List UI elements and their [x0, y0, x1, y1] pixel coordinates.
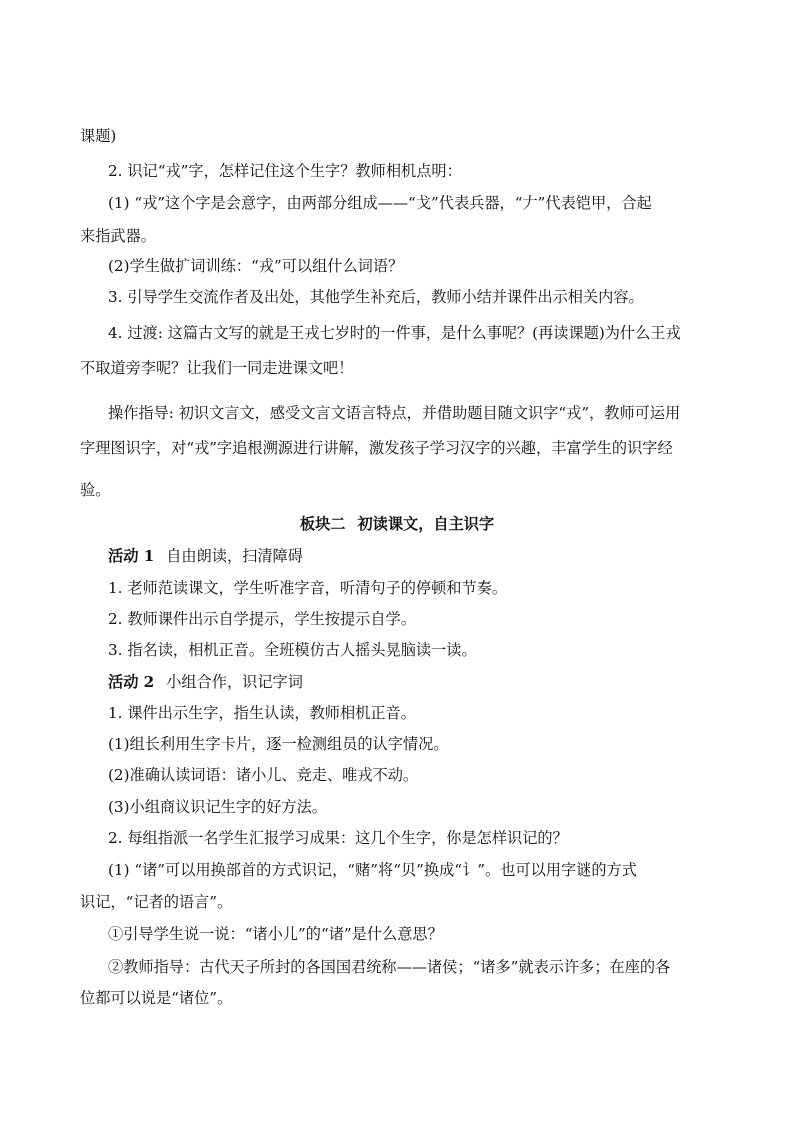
- activity-title: 小组合作，识记字词: [166, 673, 303, 691]
- list-item: 识记，“记者的语言”。: [80, 893, 233, 911]
- text-line: 来指武器。: [80, 227, 156, 245]
- text-line: 字理图识字，对“戎”字追根溯源进行讲解，激发孩子学习汉字的兴趣，丰富学生的识字经: [80, 439, 673, 457]
- activity-heading: [108, 546, 303, 566]
- activity-title: 自由朗读，扫清障碍: [166, 547, 303, 565]
- list-item: ②教师指导：古代天子所封的各国国君统称——诸侯；“诸多”就表示许多；在座的各: [108, 958, 671, 976]
- text-line: 2. 识记“戎”字，怎样记住这个生字？教师相机点明：: [108, 162, 462, 180]
- activity-label: 活动 2: [108, 673, 155, 691]
- text-line: 操作指导: 初识文言文，感受文言文语言特点，并借助题目随文识字“戎”，教师可运用: [108, 404, 681, 422]
- list-item: 2. 每组指派一名学生汇报学习成果：这几个生字，你是怎样识记的？: [108, 829, 568, 847]
- list-item: ①引导学生说一说：“诸小儿”的“诸”是什么意思？: [108, 925, 443, 943]
- text-line: (2)学生做扩词训练：“戎”可以组什么词语？: [108, 257, 404, 275]
- section-number: 板块二: [299, 515, 346, 533]
- text-line: 3. 引导学生交流作者及出处，其他学生补充后，教师小结并课件出示相关内容。: [108, 288, 644, 306]
- text-line: (1) “戎”这个字是会意字，由两部分组成——“戈”代表兵器，“𠂇”代表铠甲，合起: [108, 194, 652, 212]
- activity-heading: [108, 672, 303, 692]
- list-item: (2)准确认读词语：诸小儿、竞走、唯戎不动。: [108, 766, 419, 784]
- activity-label: 活动 1: [108, 547, 155, 565]
- list-item: 1. 老师范读课文，学生听准字音，听清句子的停顿和节奏。: [108, 579, 508, 597]
- section-heading: [0, 514, 794, 534]
- text-line: 不取道旁李呢？让我们一同走进课文吧！: [80, 359, 354, 377]
- list-item: 位都可以说是“诸位”。: [80, 989, 233, 1007]
- list-item: (1) “诸”可以用换部首的方式识记，“赌”将“贝”换成“讠”。也可以用字谜的方式: [108, 861, 637, 879]
- text-line: 4. 过渡: 这篇古文写的就是王戎七岁时的一件事，是什么事呢？(再读课题)为什么王戎: [108, 324, 681, 342]
- list-item: 3. 指名读，相机正音。全班模仿古人摇头晃脑读一读。: [108, 641, 477, 659]
- list-item: (3)小组商议识记生字的好方法。: [108, 798, 327, 816]
- text-line: 验。: [80, 481, 111, 499]
- section-title: 初读课文，自主识字: [357, 515, 495, 533]
- list-item: 1. 课件出示生字，指生认读，教师相机正音。: [108, 704, 416, 722]
- list-item: 2. 教师课件出示自学提示，学生按提示自学。: [108, 610, 416, 628]
- list-item: (1)组长利用生字卡片，逐一检测组员的认字情况。: [108, 735, 449, 753]
- text-line: 课题): [80, 127, 117, 145]
